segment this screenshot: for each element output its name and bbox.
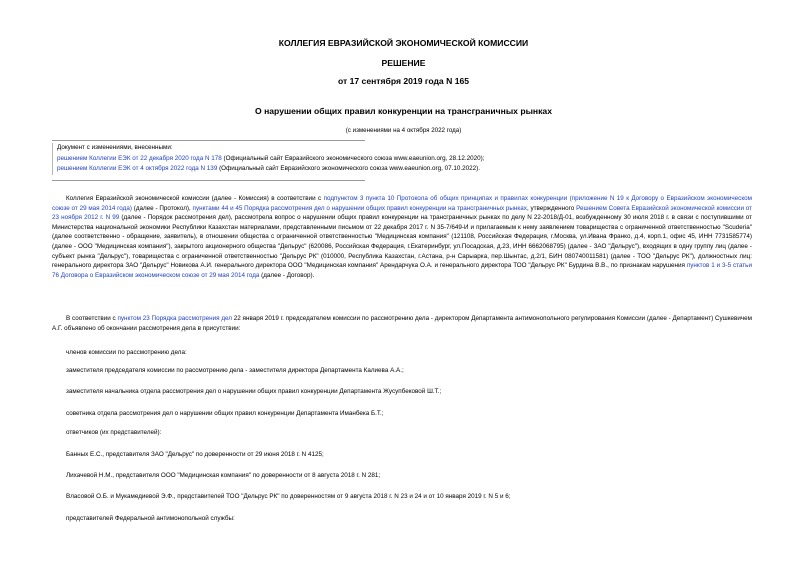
change-item xyxy=(57,164,757,175)
changes-bottom-divider xyxy=(52,180,365,181)
list-item: Банных Е.С., представителя ЗАО "Дельрус" по доверенности от 29 июня 2018 г. N 4125; xyxy=(66,451,324,458)
list-item: членов комиссии по рассмотрению дела: xyxy=(66,349,187,356)
change-source-2: (Официальный сайт Евразийского экономического союза www.eaeunion.org, 07.10.2022). xyxy=(217,165,480,173)
procedure-point-link[interactable]: пунктом 23 Порядка рассмотрения дел xyxy=(117,315,232,322)
amendment-note: (с изменениями на 4 октября 2022 года) xyxy=(345,127,462,134)
list-item: представителей Федеральной антимонопольной службы: xyxy=(66,515,235,522)
list-item: Власовой О.Б. и Мукамедиевой Э.Ф., представителей ТОО "Дельрус РК" по доверенностям от 9 августа 2018 г. N 23 и 24 и от 10 января 2019 г. N 5 и 6; xyxy=(66,493,511,500)
list-item: заместителя начальника отдела рассмотрения дел о нарушении общих правил конкуренции Департамента Жусупбековой Ш.Т.; xyxy=(66,388,442,395)
document-title: О нарушении общих правил конкуренции на трансграничных рынках xyxy=(255,106,552,116)
change-link-1[interactable]: решением Коллегии ЕЭК от 22 декабря 2020 года N 178 xyxy=(57,154,222,162)
text-run: (далее - Порядок рассмотрения дел), рассмотрела вопрос о нарушении общих правил конкуренции на трансграничных рынках по делу N 22-2018/Д-01, возбужденному 30 июля 2018 г. в связи с поступившими от Министерства национальной экономики Республики Казахстан материалами, представленными письмом от 22 декабря 2017 г. N 35-7/649-И и прилагаемым к нему заявлением товарищества с ограниченной ответственностью "Scuderia" (далее соответственно - обращение, заявитель), в отношении общества с ограниченной ответственностью "Медицинская компания" (121108, Российская Федерация, г.Москва, ул.Ивана Франко, д.4, корп.1, офис 45, ИНН 7731585774) (далее - ООО "Медицинская компания"), закрытого акционерного общества "Дельрус" (620086, Российская Федерация, г.Екатеринбург, ул.Посадская, д.23, ИНН 6662068795) (далее - ЗАО "Дельрус"), входящих в одну группу лиц (далее - субъект рынка "Дельрус"), товарищества с ограниченной ответственностью "Дельрус РК" (010000, Республика Казахстан, г.Астана, р-н Сарыарка, пер.Шынтас, д.2/1, БИН 080740011581) (далее - ТОО "Дельрус РК"), должностных лиц: генерального директора ЗАО "Дельрус" Новикова А.И. генерального директора ООО "Медицинская компания" Арендарчука О.А. и генерального директора ТОО "Дельрус РК" Бурдина В.В., по признакам нарушения xyxy=(52,214,752,270)
issuing-body: КОЛЛЕГИЯ ЕВРАЗИЙСКОЙ ЭКОНОМИЧЕСКОЙ КОМИССИИ xyxy=(278,38,529,48)
treaty-article-link[interactable]: пунктов 1 и 3-5 статьи 76 Договора о Евразийском экономическом союзе от 29 мая 2014 года xyxy=(52,262,752,279)
text-run: Коллегия Евразийской экономической комиссии (далее - Комиссия) в соответствии с xyxy=(66,195,324,202)
list-item: Лихачевой Н.М., представителя ООО "Медицинская компания" по доверенности от 8 августа 2018 г. N 281; xyxy=(66,472,381,479)
text-run: , утвержденного xyxy=(526,204,577,212)
change-item xyxy=(57,154,757,165)
list-item: советника отдела рассмотрения дел о нарушении общих правил конкуренции Департамента Иманбека Б.Т.; xyxy=(66,410,384,417)
text-run: В соответствии с xyxy=(66,315,118,322)
paragraph-preamble xyxy=(52,194,752,280)
document-date-number: от 17 сентября 2019 года N 165 xyxy=(337,76,470,86)
list-item: ответчиков (их представителей): xyxy=(66,429,162,436)
text-run: (далее - Договор). xyxy=(259,271,315,279)
document-type: РЕШЕНИЕ xyxy=(381,58,426,68)
procedure-points-link[interactable]: пунктами 44 и 45 Порядка рассмотрения дел о нарушении общих правил конкуренции на трансграничных рынках xyxy=(192,204,527,212)
council-decision-link[interactable]: Решением Совета Евразийской экономической комиссии от 23 ноября 2012 г. N 99 xyxy=(52,204,752,222)
changes-block xyxy=(52,143,757,175)
protocol-link[interactable]: подпунктом 3 пункта 10 Протокола об общих принципах и правилах конкуренции (приложение N 19 к Договору о Евразийском экономическом союзе от 29 мая 2014 года) xyxy=(52,195,752,212)
changes-intro: Документ с изменениями, внесенными: xyxy=(57,144,173,151)
text-run: 22 января 2019 г. председателем комиссии по рассмотрению дела - директором Департамента антимонопольного регулирования Комиссии (далее - Департамент) Сушкевичем А.Г. объявлено об окончании рассмотрения дела в присутствии: xyxy=(52,315,753,332)
change-link-2[interactable]: решением Коллегии ЕЭК от 4 октября 2022 года N 139 xyxy=(57,165,218,173)
text-run: (далее - Протокол), xyxy=(131,204,193,212)
list-item: заместителя председателя комиссии по рассмотрению дела - заместителя директора Департамента Калиева А.А.; xyxy=(66,367,404,374)
changes-top-divider xyxy=(52,140,365,141)
change-source-1: (Официальный сайт Евразийского экономического союза www.eaeunion.org, 28.12.2020); xyxy=(221,154,485,162)
paragraph-hearing xyxy=(52,314,752,333)
